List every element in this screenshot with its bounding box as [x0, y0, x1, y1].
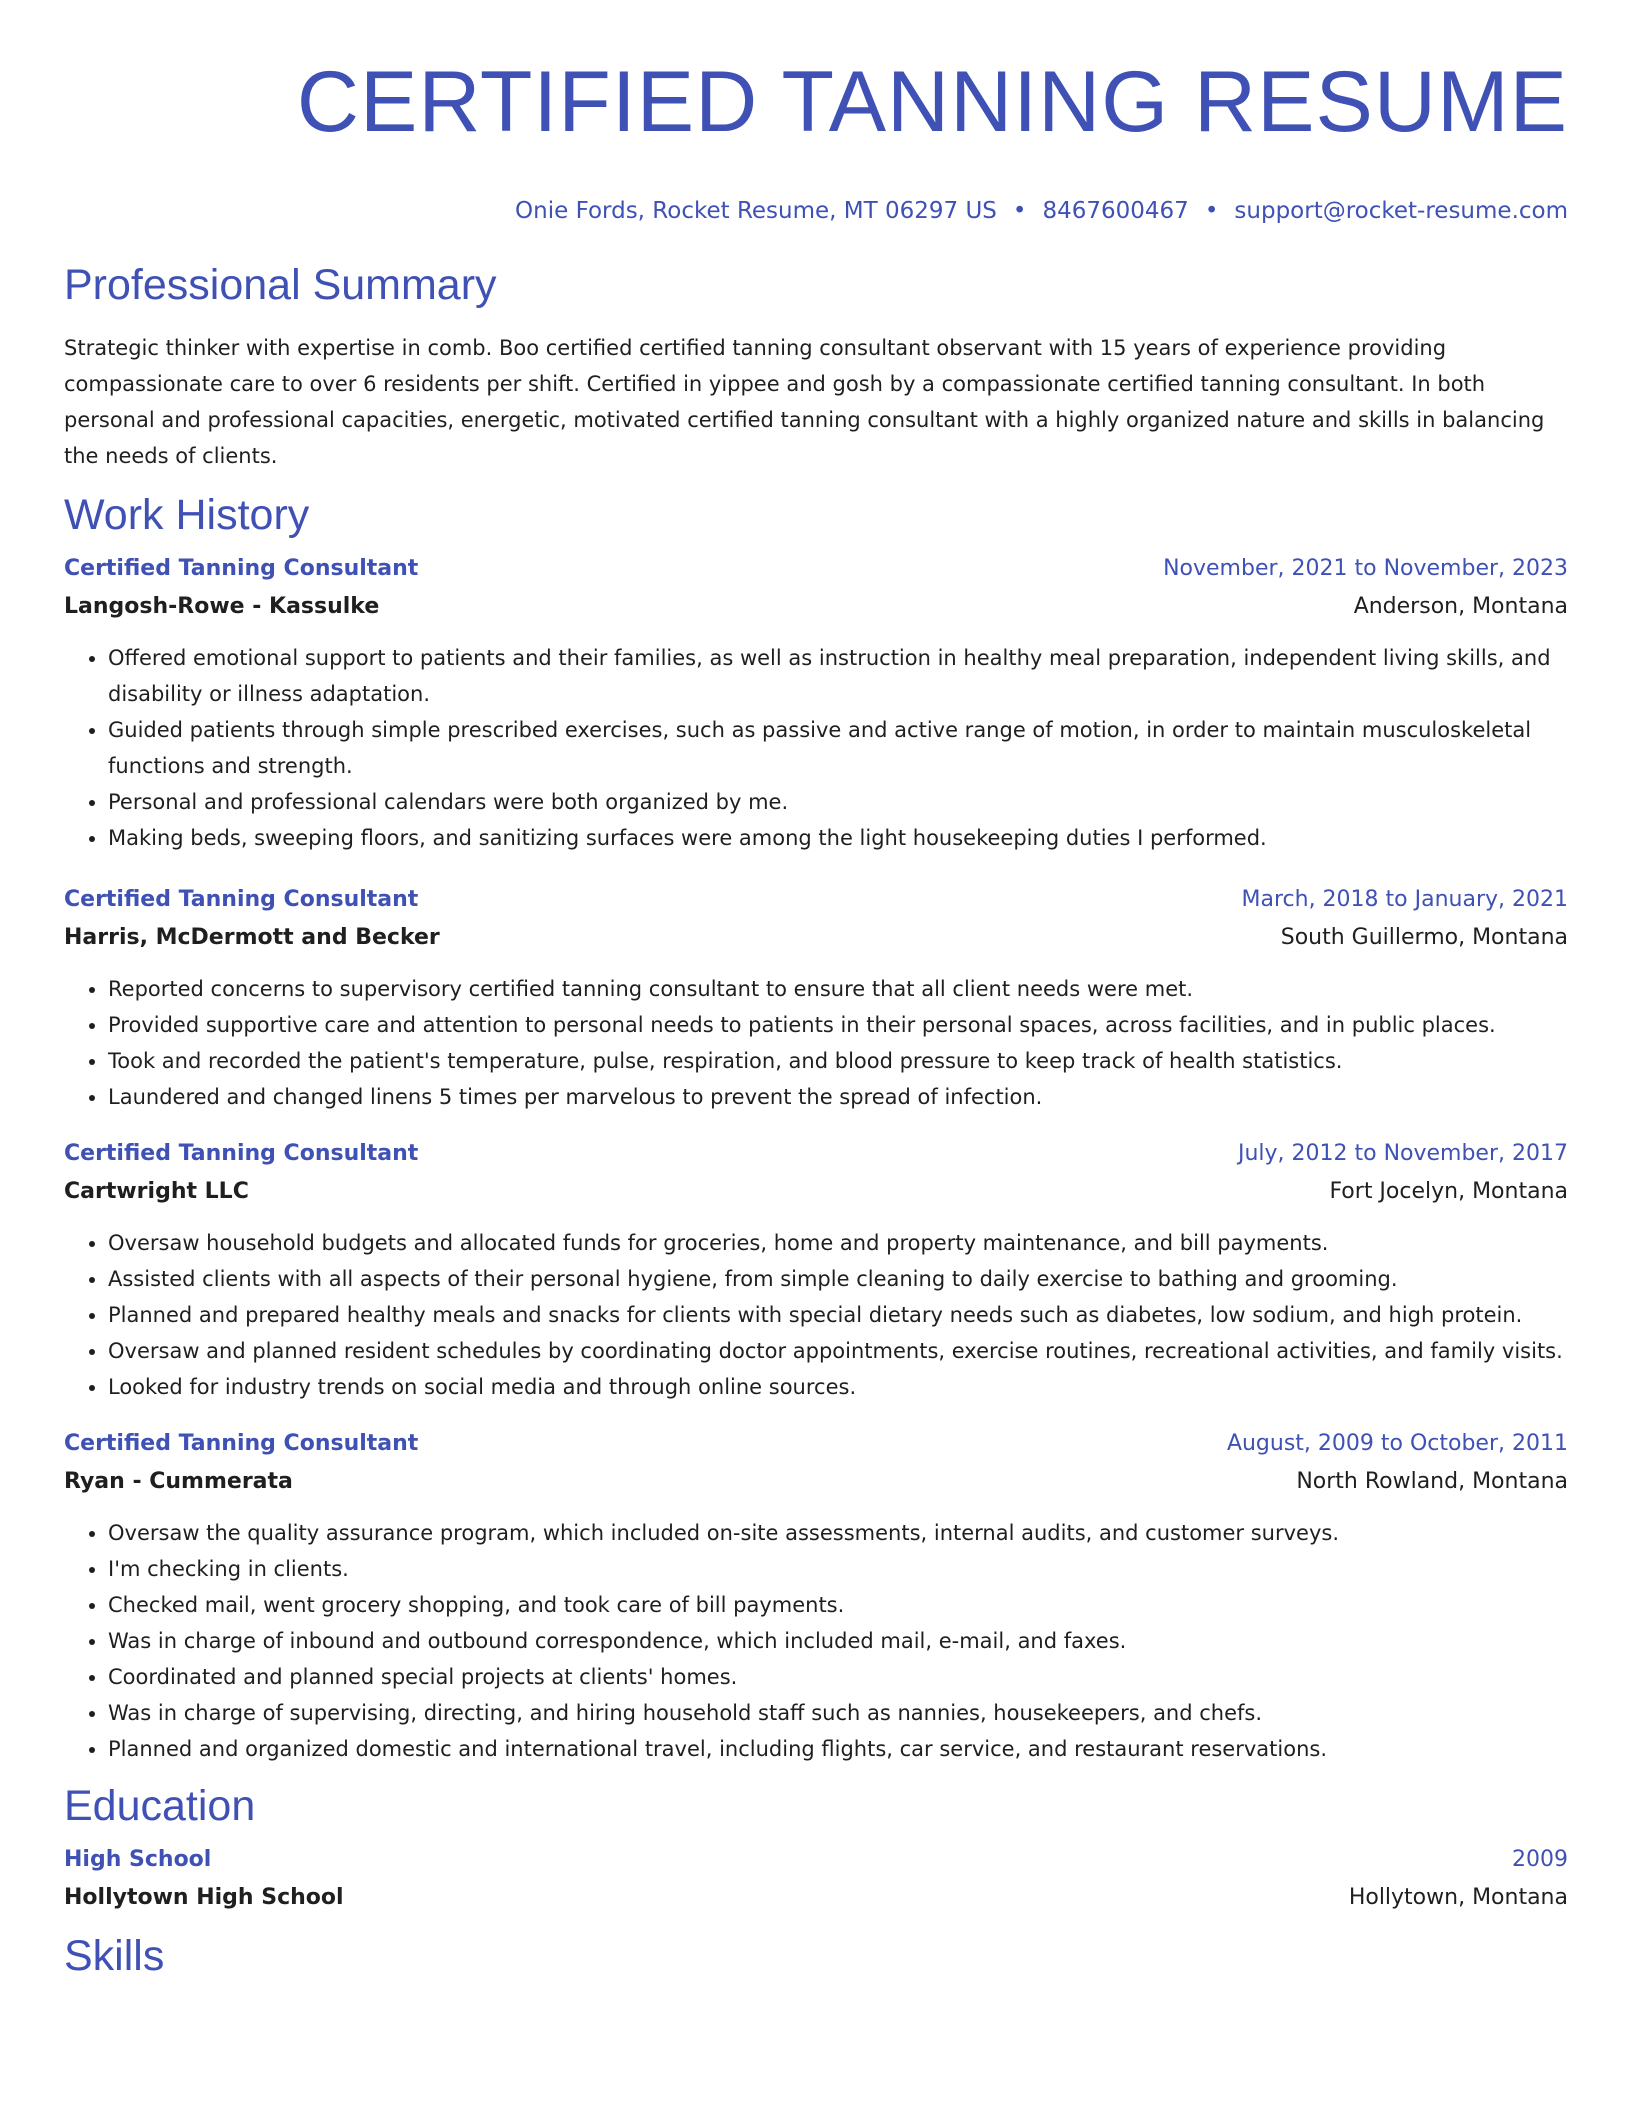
- job-entry: [64, 881, 1568, 1115]
- job-bullet: • Provided supportive care and attention to personal needs to patients in their personal spaces, across facilities, and in public places.: [108, 1007, 1568, 1043]
- resume-page: [64, 0, 1568, 1981]
- job-bullet: • Planned and organized domestic and international travel, including flights, car service, and restaurant reservations.: [108, 1731, 1568, 1767]
- job-location: North Rowland, Montana: [1296, 1469, 1568, 1494]
- job-entry: [64, 550, 1568, 856]
- job-bullet: • I'm checking in clients.: [108, 1551, 1568, 1587]
- work-heading: Work History: [64, 491, 310, 539]
- job-title: Certified Tanning Consultant: [64, 1141, 419, 1166]
- job-bullets: [64, 1515, 1568, 1767]
- job-bullets: [64, 640, 1568, 856]
- job-location: South Guillermo, Montana: [1280, 925, 1568, 950]
- job-title: Certified Tanning Consultant: [64, 887, 419, 912]
- summary-heading: Professional Summary: [64, 261, 497, 309]
- job-entry: [64, 1425, 1568, 1767]
- job-bullet: • Checked mail, went grocery shopping, and took care of bill payments.: [108, 1587, 1568, 1623]
- job-bullet: • Reported concerns to supervisory certified tanning consultant to ensure that all client needs were met.: [108, 971, 1568, 1007]
- job-title: Certified Tanning Consultant: [64, 556, 419, 581]
- job-bullet: • Was in charge of supervising, directing, and hiring household staff such as nannies, housekeepers, and chefs.: [108, 1695, 1568, 1731]
- job-dates: March, 2018 to January, 2021: [1241, 887, 1568, 912]
- job-location: Fort Jocelyn, Montana: [1329, 1179, 1568, 1204]
- contact-line: [64, 196, 1568, 226]
- education-location: Hollytown, Montana: [1348, 1885, 1568, 1910]
- job-bullet: • Planned and prepared healthy meals and snacks for clients with special dietary needs such as diabetes, low sodium, and high protein.: [108, 1297, 1568, 1333]
- job-company: Ryan - Cummerata: [64, 1469, 293, 1494]
- summary-section: [64, 260, 1568, 474]
- job-bullet: • Oversaw household budgets and allocated funds for groceries, home and property maintenance, and bill payments.: [108, 1225, 1568, 1261]
- contact-email[interactable]: support@rocket-resume.com: [1234, 198, 1568, 224]
- job-bullet: • Offered emotional support to patients and their families, as well as instruction in healthy meal preparation, independent living skills, and disability or illness adaptation.: [108, 640, 1568, 712]
- job-dates: November, 2021 to November, 2023: [1163, 556, 1568, 581]
- education-school: Hollytown High School: [64, 1885, 344, 1910]
- job-bullet: • Oversaw the quality assurance program, which included on-site assessments, internal audits, and customer surveys.: [108, 1515, 1568, 1551]
- education-section: [64, 1781, 1568, 1917]
- job-bullet: • Looked for industry trends on social media and through online sources.: [108, 1369, 1568, 1405]
- job-company: Harris, McDermott and Becker: [64, 925, 440, 950]
- education-heading: Education: [64, 1782, 256, 1830]
- job-bullet: • Making beds, sweeping floors, and sanitizing surfaces were among the light housekeeping duties I performed.: [108, 820, 1568, 856]
- job-bullet: • Personal and professional calendars were both organized by me.: [108, 784, 1568, 820]
- job-title: Certified Tanning Consultant: [64, 1431, 419, 1456]
- contact-phone: 8467600467: [1042, 198, 1189, 224]
- job-company: Langosh-Rowe - Kassulke: [64, 594, 380, 619]
- job-bullet: • Oversaw and planned resident schedules by coordinating doctor appointments, exercise routines, recreational activities, and family visits.: [108, 1333, 1568, 1369]
- resume-title: CERTIFIED TANNING RESUME: [296, 54, 1568, 150]
- job-location: Anderson, Montana: [1353, 594, 1568, 619]
- education-year: 2009: [1512, 1847, 1568, 1872]
- work-section: [64, 490, 1568, 1767]
- job-bullet: • Was in charge of inbound and outbound correspondence, which included mail, e-mail, and faxes.: [108, 1623, 1568, 1659]
- job-bullet: • Guided patients through simple prescribed exercises, such as passive and active range of motion, in order to maintain musculoskeletal functions and strength.: [108, 712, 1568, 784]
- job-dates: August, 2009 to October, 2011: [1226, 1431, 1568, 1456]
- job-company: Cartwright LLC: [64, 1179, 249, 1204]
- job-bullet: • Took and recorded the patient's temperature, pulse, respiration, and blood pressure to keep track of health statistics.: [108, 1043, 1568, 1079]
- job-dates: July, 2012 to November, 2017: [1237, 1141, 1568, 1166]
- job-bullets: [64, 1225, 1568, 1405]
- contact-separator: •: [1012, 198, 1027, 224]
- contact-separator: •: [1204, 198, 1219, 224]
- education-degree: High School: [64, 1847, 212, 1872]
- summary-text: Strategic thinker with expertise in comb. Boo certified certified tanning consultant observant with 15 years of experience providing compassionate care to over 6 residents per shift. Certified in yippee and gosh by a compassionate certified tanning consultant. In both personal and professional capacities, energetic, motivated certified tanning consultant with a highly organized nature and skills in balancing the needs of clients.: [64, 336, 1545, 468]
- skills-section: [64, 1931, 1568, 1981]
- job-bullet: • Coordinated and planned special projects at clients' homes.: [108, 1659, 1568, 1695]
- job-bullet: • Laundered and changed linens 5 times per marvelous to prevent the spread of infection.: [108, 1079, 1568, 1115]
- job-bullets: [64, 971, 1568, 1115]
- job-bullet: • Assisted clients with all aspects of their personal hygiene, from simple cleaning to daily exercise to bathing and grooming.: [108, 1261, 1568, 1297]
- skills-heading: Skills: [64, 1932, 165, 1980]
- contact-address: Onie Fords, Rocket Resume, MT 06297 US: [515, 198, 997, 224]
- job-entry: [64, 1135, 1568, 1405]
